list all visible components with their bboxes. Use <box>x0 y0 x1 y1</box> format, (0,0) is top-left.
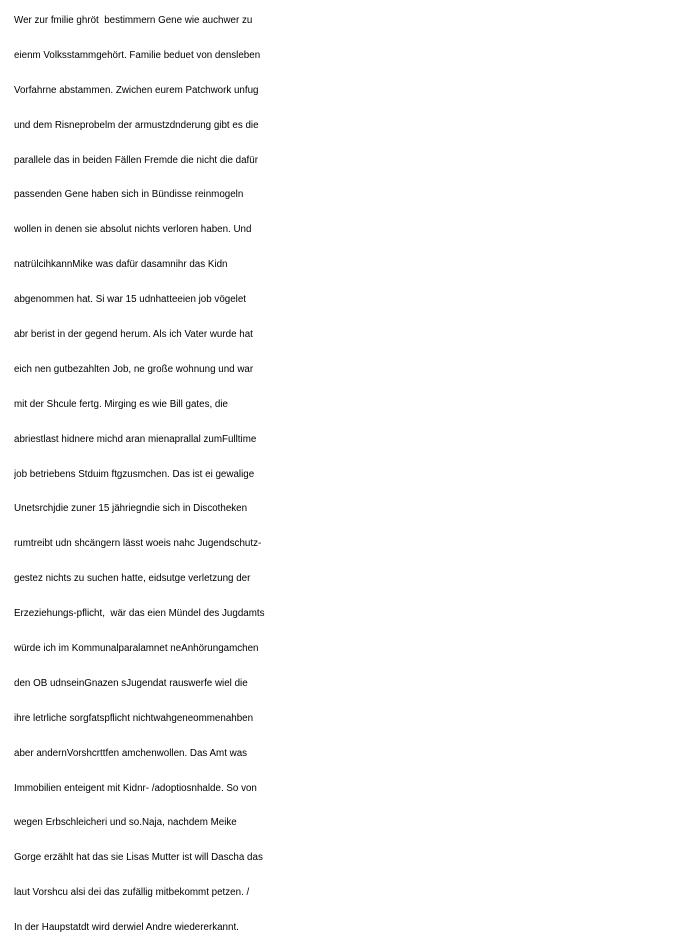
text-line: abr berist in der gegend herum. Als ich Vater wurde hat <box>14 329 253 341</box>
text-line: mit der Shcule fertg. Mirging es wie Bill gates, die <box>14 398 228 410</box>
text-line: rumtreibt udn shcängern lässt woeis nahc Jugendschutz- <box>14 538 262 550</box>
text-line: würde ich im Kommunalparalamnet neAnhörungamchen <box>14 643 259 655</box>
text-line: abgenommen hat. Si war 15 udnhatteeien job vögelet <box>14 294 247 306</box>
text-line: eienm Volksstammgehört. Familie beduet von densleben <box>14 49 261 61</box>
text-line: natrülcihkannMike was dafür dasamnihr das Kidn <box>14 259 228 271</box>
text-line: den OB udnseinGnazen sJugendat rauswerfe wiel die <box>14 677 248 689</box>
text-line: In der Haupstatdt wird derwiel Andre wiedererkannt. <box>14 922 239 934</box>
text-line: Immobilien enteigent mit Kidnr- /adoptiosnhalde. So von <box>14 782 257 794</box>
text-line: gestez nichts zu suchen hatte, eidsutge verletzung der <box>14 573 251 585</box>
text-line: abriestlast hidnere michd aran mienaprallal zumFulltime <box>14 433 257 445</box>
text-line: passenden Gene haben sich in Bündisse reinmogeln <box>14 189 244 201</box>
text-line: laut Vorshcu alsi dei das zufällig mitbekommt petzen. / <box>14 887 250 899</box>
document-text <box>14 4 682 946</box>
text-line: Erzeziehungs-pflicht, wär das eien Mündel des Jugdamts <box>14 608 265 620</box>
text-line: Unetsrchjdie zuner 15 jähriegndie sich in Discotheken <box>14 503 248 515</box>
text-line: und dem Risneprobelm der armustzdnderung gibt es die <box>14 119 259 131</box>
text-line: parallele das in beiden Fällen Fremde die nicht die dafür <box>14 154 258 166</box>
text-line: aber andernVorshcrttfen amchenwollen. Das Amt was <box>14 747 248 759</box>
text-line: wegen Erbschleicheri und so.Naja, nachdem Meike <box>14 817 237 829</box>
text-line: job betriebens Stduim ftgzusmchen. Das ist ei gewalige <box>14 468 255 480</box>
text-line: Gorge erzählt hat das sie Lisas Mutter ist will Dascha das <box>14 852 263 864</box>
text-line: Wer zur fmilie ghröt bestimmern Gene wie auchwer zu <box>14 15 253 26</box>
text-line: Vorfahrne abstammen. Zwichen eurem Patchwork unfug <box>14 84 259 96</box>
text-line: ihre letrliche sorgfatspflicht nichtwahgeneommenahben <box>14 712 254 724</box>
text-line: eich nen gutbezahlten Job, ne große wohnung und war <box>14 363 254 375</box>
text-line: wollen in denen sie absolut nichts verloren haben. Und <box>14 224 252 236</box>
